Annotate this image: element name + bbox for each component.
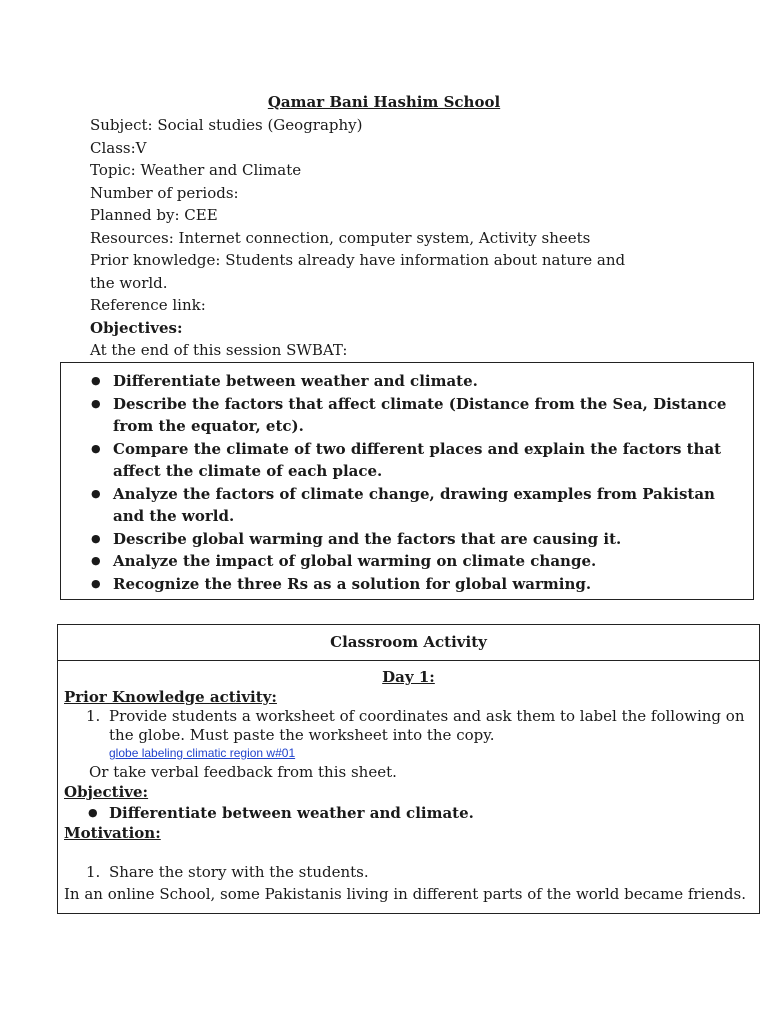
prior-activity-item (64, 707, 753, 745)
reference-link-line: Reference link: (90, 296, 206, 314)
item-number: 1. (86, 707, 101, 725)
objective-item: ● Differentiate between weather and climate. (113, 370, 731, 393)
prior-activity-text: Provide students a worksheet of coordinates and ask them to label the following on the globe. Must paste the worksheet into the copy. (109, 707, 745, 744)
objectives-box (60, 362, 754, 600)
objective-item: ● Recognize the three Rs as a solution for global warming. (113, 573, 731, 596)
objective-heading: Objective: (64, 783, 149, 801)
item-number: 1. (86, 863, 101, 881)
objective-item: ● Describe global warming and the factors that are causing it. (113, 528, 731, 551)
class-line: Class:V (90, 138, 147, 157)
spacer (64, 843, 753, 863)
prior-knowledge-line: Prior knowledge: Students already have information about nature and the world. (90, 251, 626, 292)
objective-item: ● Analyze the factors of climate change, drawing examples from Pakistan and the world. (113, 483, 731, 528)
day-label: Day 1: (382, 668, 435, 686)
objectives-heading: Objectives: (90, 318, 183, 337)
periods-line: Number of periods: (90, 183, 239, 202)
story-line: In an online School, some Pakistanis living in different parts of the world became friends. (64, 885, 746, 903)
objective-item: ● Analyze the impact of global warming on climate change. (113, 550, 731, 573)
objectives-intro: At the end of this session SWBAT: (90, 341, 348, 359)
topic-line: Topic: Weather and Climate (90, 161, 302, 179)
objective-item: ● Describe the factors that affect climate (Distance from the Sea, Distance from the equator, etc). (113, 393, 731, 438)
prior-knowledge-activity-heading: Prior Knowledge activity: (64, 688, 277, 706)
verbal-feedback-text: Or take verbal feedback from this sheet. (89, 763, 397, 781)
objectives-list (61, 363, 753, 595)
school-title: Qamar Bani Hashim School (267, 93, 501, 111)
resources-line: Resources: Internet connection, computer system, Activity sheets (90, 228, 591, 247)
classroom-activity-table (57, 624, 760, 914)
activity-objective-item: ● Differentiate between weather and climate. (64, 802, 753, 824)
planned-by-line: Planned by: CEE (90, 206, 218, 224)
activity-table-heading: Classroom Activity (58, 625, 759, 661)
worksheet-link[interactable]: globe labeling climatic region w#01 (109, 746, 296, 760)
objective-item: ● Compare the climate of two different places and explain the factors that affect the climate of each place. (113, 438, 731, 483)
lesson-meta (90, 114, 650, 362)
motivation-heading: Motivation: (64, 824, 161, 842)
motivation-item (64, 863, 753, 882)
subject-line: Subject: Social studies (Geography) (90, 116, 363, 134)
motivation-item-text: Share the story with the students. (109, 863, 369, 881)
activity-table-body (58, 661, 759, 906)
